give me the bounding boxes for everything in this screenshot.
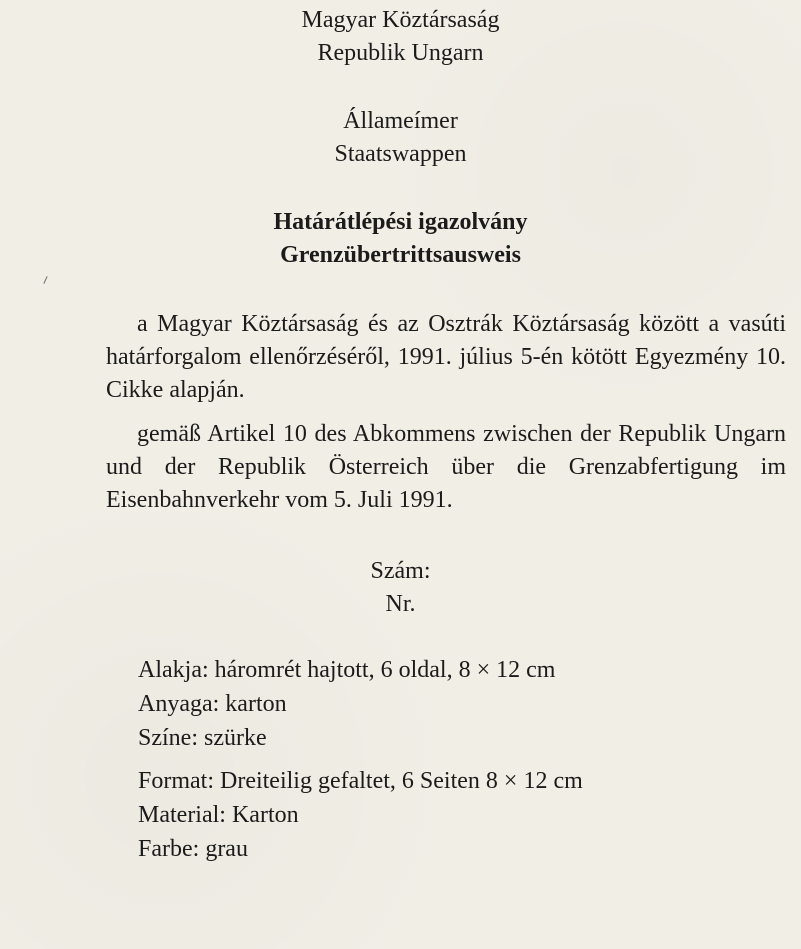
spec-shape-hungarian: Alakja: háromrét hajtott, 6 oldal, 8 × 12 cm: [138, 657, 556, 683]
emblem-label-hungarian: Állameímer: [343, 108, 458, 134]
header-line-german: Republik Ungarn: [317, 40, 484, 66]
specifications: [138, 653, 758, 866]
document-title-hungarian: Határátlépési igazolvány: [273, 209, 528, 235]
spec-format-german: Format: Dreiteilig gefaltet, 6 Seiten 8 × 12 cm: [138, 768, 583, 794]
spec-color-hungarian: Színe: szürke: [138, 725, 267, 751]
spec-color-german: Farbe: grau: [138, 836, 248, 862]
emblem-label-german: Staatswappen: [334, 141, 467, 167]
header-line-hungarian: Magyar Köztársaság: [301, 7, 500, 33]
document-title-german: Grenzübertrittsausweis: [280, 242, 521, 268]
number-label-german: Nr.: [385, 591, 416, 617]
legal-basis-hungarian: a Magyar Köztársaság és az Osztrák Köztársaság között a vasúti határforgalom ellenőrzéséről, 1991. július 5-én kötött Egyezmény 10. Cikke alapján.: [106, 311, 786, 403]
spec-group-gap: [138, 755, 758, 764]
number-label-hungarian: Szám:: [370, 558, 431, 584]
legal-basis-german: gemäß Artikel 10 des Abkommens zwischen der Republik Ungarn und der Republik Österreich über die Grenzabfertigung im Eisenbahnverkehr vom 5. Juli 1991.: [106, 421, 786, 513]
spec-material-hungarian: Anyaga: karton: [138, 691, 287, 717]
stray-mark: [43, 276, 47, 284]
legal-basis-text: [106, 308, 786, 517]
spec-material-german: Material: Karton: [138, 802, 299, 828]
